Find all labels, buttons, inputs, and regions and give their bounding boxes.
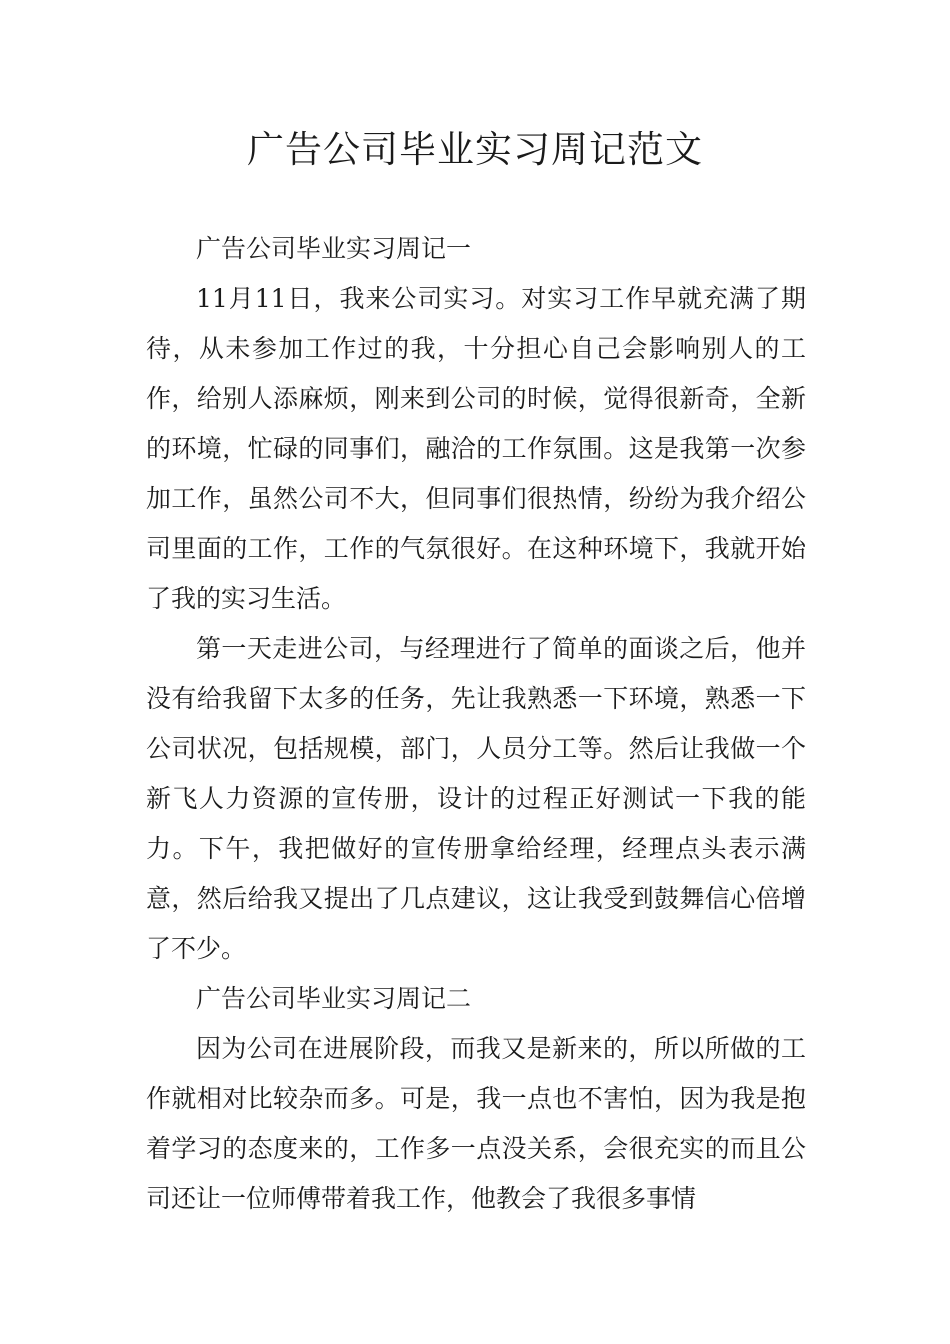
- body-paragraph: 11月11日，我来公司实习。对实习工作早就充满了期待，从未参加工作过的我，十分担心自己会影响别人的工作，给别人添麻烦，刚来到公司的时候，觉得很新奇，全新的环境，忙碌的同事们，融洽的工作氛围。这是我第一次参加工作，虽然公司不大，但同事们很热情，纷纷为我介绍公司里面的工作，工作的气氛很好。在这种环境下，我就开始了我的实习生活。: [146, 284, 806, 613]
- section-heading-2: 广告公司毕业实习周记二: [196, 984, 472, 1013]
- body-paragraph: 因为公司在进展阶段，而我又是新来的，所以所做的工作就相对比较杂而多。可是，我一点也不害怕，因为我是抱着学习的态度来的，工作多一点没关系，会很充实的而且公司还让一位师傅带着我工作，他教会了我很多事情: [146, 1034, 806, 1213]
- body-paragraph: 第一天走进公司，与经理进行了简单的面谈之后，他并没有给我留下太多的任务，先让我熟悉一下环境，熟悉一下公司状况，包括规模，部门，人员分工等。然后让我做一个新飞人力资源的宣传册，设计的过程正好测试一下我的能力。下午，我把做好的宣传册拿给经理，经理点头表示满意，然后给我又提出了几点建议，这让我受到鼓舞信心倍增了不少。: [146, 634, 806, 963]
- document-title: 广告公司毕业实习周记范文: [247, 128, 703, 171]
- section-heading-1: 广告公司毕业实习周记一: [196, 234, 472, 263]
- document-body: [146, 224, 806, 1224]
